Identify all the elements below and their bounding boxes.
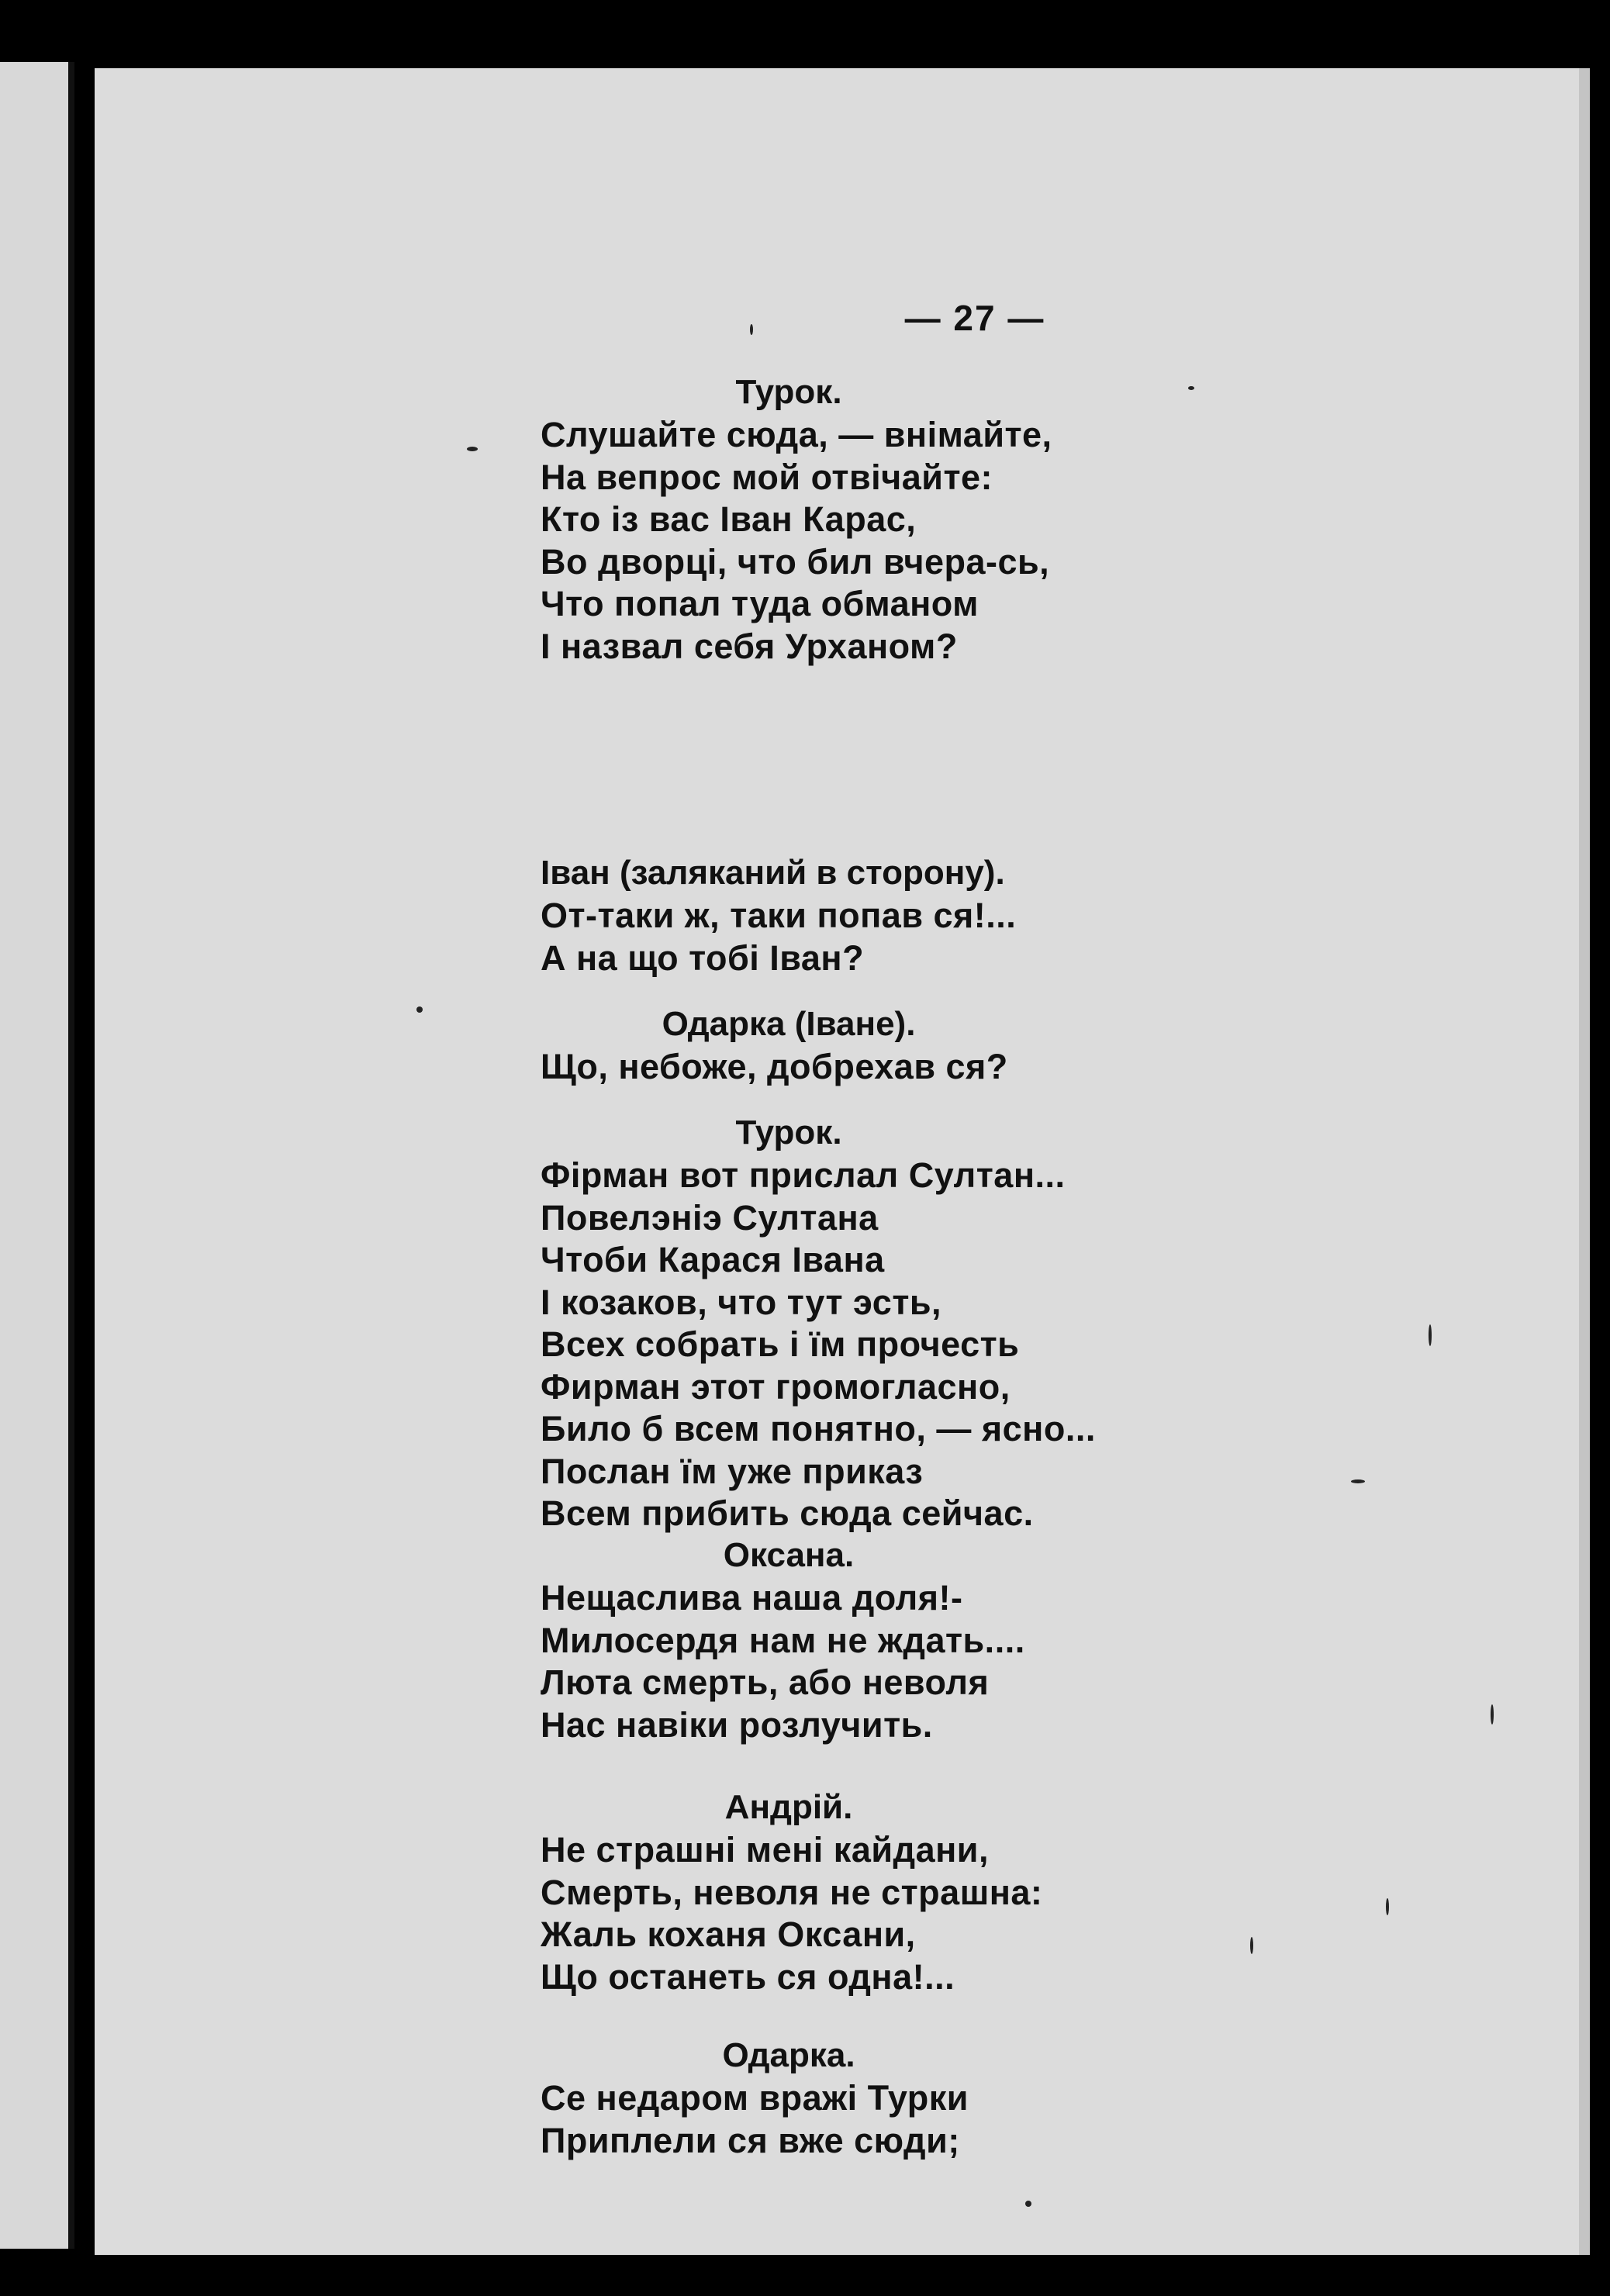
scan-speck	[467, 447, 478, 451]
verse-line: Милосердя нам не ждать....	[541, 1620, 1025, 1660]
verse-line: Не страшні мені кайдани,	[541, 1830, 989, 1870]
verse-line: Било б всем понятно, — ясно...	[541, 1409, 1096, 1448]
verse-line: Фирман этот громогласно,	[541, 1366, 1011, 1407]
scan-speck	[1351, 1479, 1365, 1483]
stanza-1	[541, 371, 1316, 668]
verse-line: Во дворці, что бил вчера-сь,	[541, 541, 1050, 582]
page-number: — 27 —	[904, 298, 1045, 338]
stanza-6	[541, 1786, 1316, 1998]
verse-line: Что попал туда обманом	[541, 584, 979, 623]
verse-line: Кто із вас Іван Карас,	[541, 499, 917, 539]
page-gutter	[68, 62, 74, 2249]
scan-speck	[1491, 1704, 1494, 1725]
verse-line: І назвал себя Урханом?	[541, 626, 958, 666]
stanza-4	[541, 1111, 1316, 1535]
verse-line: Приплели ся вже сюди;	[541, 2120, 960, 2160]
verse-line: І козаков, что тут эсть,	[541, 1282, 942, 1322]
stanza-7	[541, 2034, 1316, 2162]
stanza-2	[541, 851, 1316, 979]
speaker-name: Іван (заляканий в сторону).	[541, 854, 1005, 892]
verse-line: Нещаслива наша доля!-	[541, 1578, 963, 1618]
speaker-name: Андрій.	[724, 1788, 853, 1826]
book-page	[95, 68, 1590, 2255]
verse-line: Чтоби Карася Івана	[541, 1240, 885, 1279]
stanza-3	[541, 1003, 1316, 1089]
scan-speck	[1386, 1898, 1389, 1915]
scan-speck	[1025, 2201, 1031, 2207]
verse-line: Що останеть ся одна!...	[541, 1956, 955, 1997]
verse-line: Всем прибить сюда сейчас.	[541, 1493, 1034, 1533]
verse-line: Послан їм уже приказ	[541, 1451, 924, 1491]
verse-line: Смерть, неволя не страшна:	[541, 1872, 1043, 1912]
verse-line: Слушайте сюда, — внімайте,	[541, 415, 1052, 454]
verse-line: Нас навіки розлучить.	[541, 1704, 933, 1745]
stanza-5	[541, 1534, 1316, 1746]
speaker-name: Оксана.	[723, 1536, 855, 1574]
left-page-edge	[0, 62, 74, 2249]
verse-line: Що, небоже, добрехав ся?	[541, 1047, 1008, 1086]
speaker-name: Одарка (Іване).	[662, 1005, 916, 1043]
scan-speck	[1429, 1324, 1432, 1346]
speaker-name: Одарка.	[722, 2036, 855, 2074]
verse-line: Всех собрать і їм прочесть	[541, 1324, 1020, 1364]
verse-line: А на що тобі Іван?	[541, 937, 865, 978]
scan-speck	[750, 324, 753, 335]
verse-line: Фірман вот прислал Султан...	[541, 1155, 1066, 1195]
verse-line: Люта смерть, або неволя	[541, 1662, 990, 1702]
speaker-name: Турок.	[735, 373, 842, 411]
scan-speck	[416, 1006, 423, 1013]
verse-line: От-таки ж, таки попав ся!...	[541, 896, 1017, 935]
speaker-name: Турок.	[735, 1113, 842, 1151]
verse-line: Се недаром вражі Турки	[541, 2078, 969, 2118]
verse-line: Повелэніэ Султана	[541, 1197, 879, 1238]
verse-line: На вепрос мой отвічайте:	[541, 457, 993, 497]
verse-line: Жаль коханя Оксани,	[541, 1914, 916, 1954]
